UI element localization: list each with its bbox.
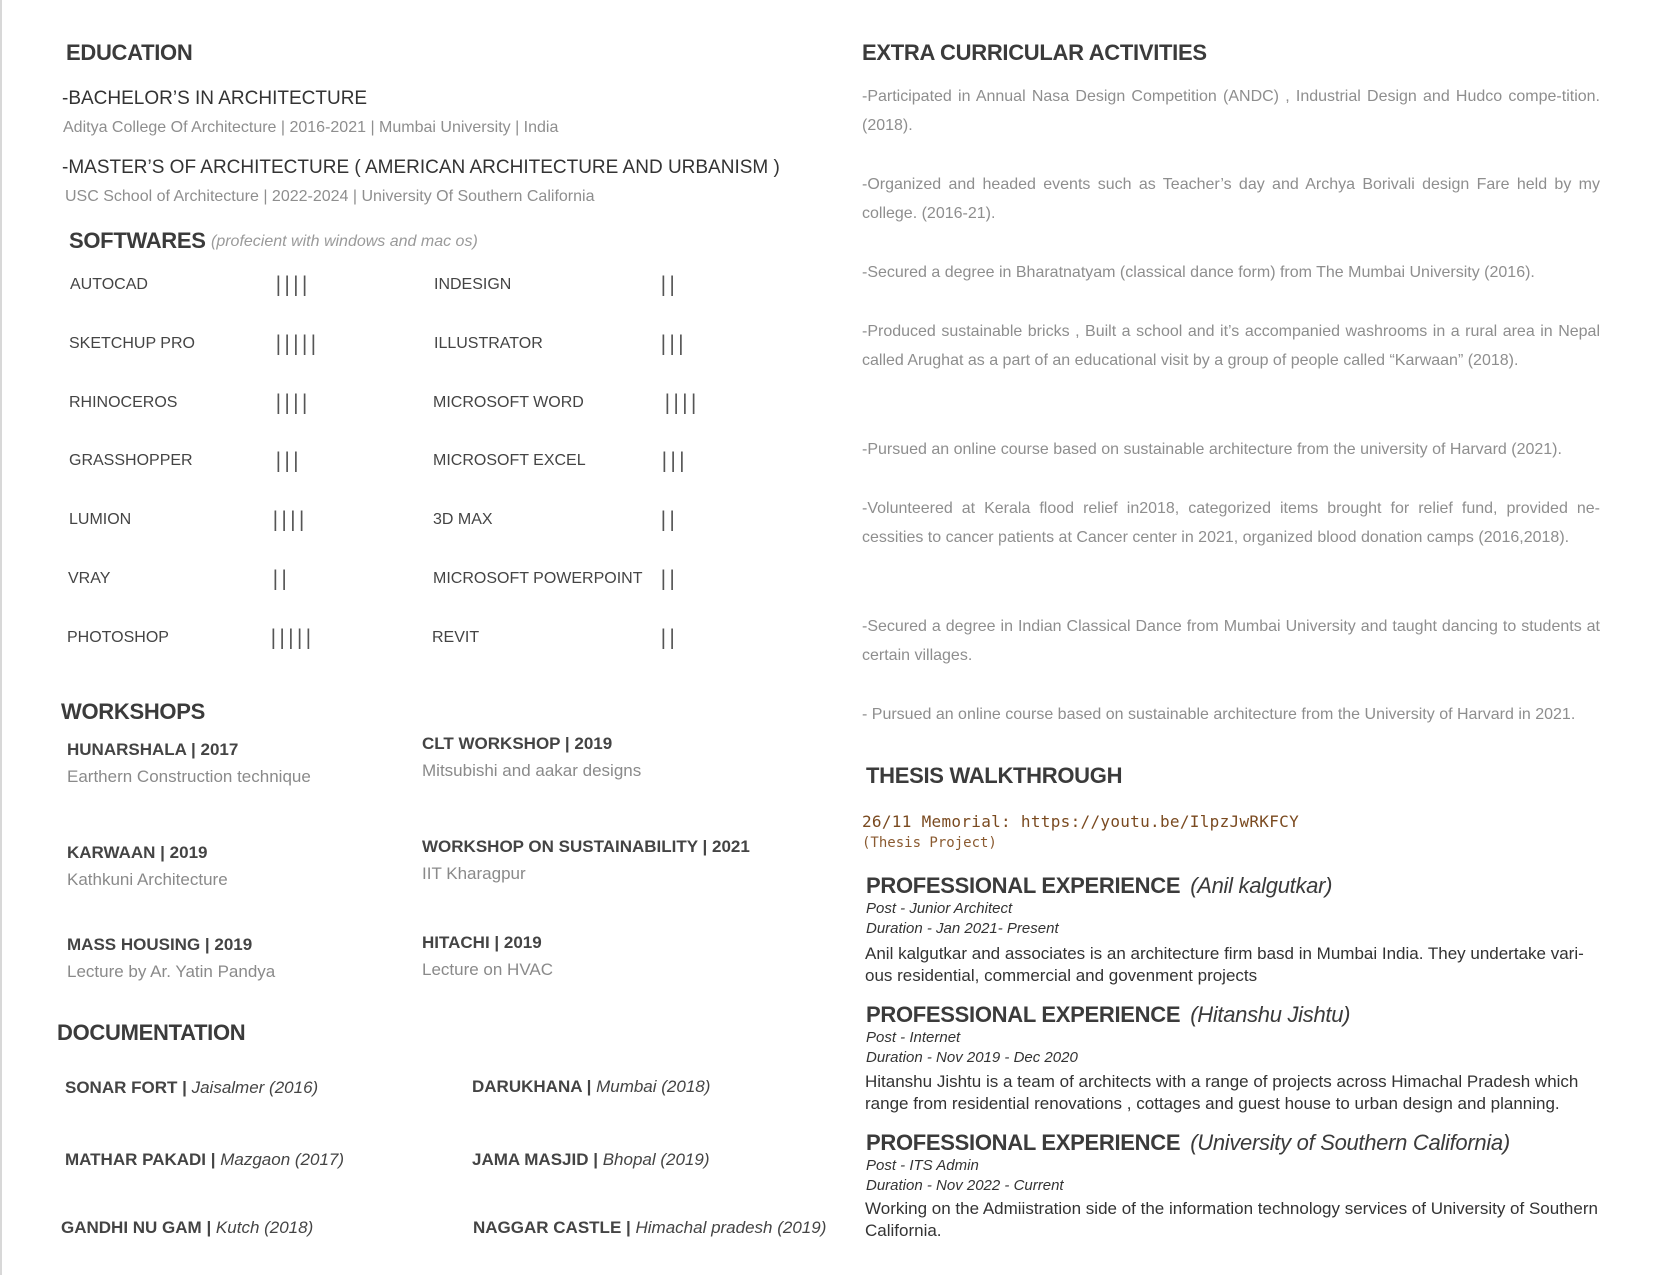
software-name: PHOTOSHOP bbox=[67, 629, 169, 646]
workshop-title: MASS HOUSING | 2019 bbox=[67, 935, 253, 954]
software-name: 3D MAX bbox=[433, 511, 493, 528]
skill-level-bars: ||| bbox=[275, 448, 302, 472]
workshop-title: KARWAAN | 2019 bbox=[67, 843, 208, 862]
software-name: MICROSOFT WORD bbox=[433, 394, 584, 411]
skill-level-bars: |||| bbox=[275, 390, 310, 414]
experience-heading: PROFESSIONAL EXPERIENCE (Anil kalgutkar) bbox=[866, 873, 1333, 898]
documentation-location: Jaisalmer (2016) bbox=[191, 1078, 319, 1097]
education-heading: EDUCATION bbox=[66, 40, 193, 65]
skill-level-bars: ||||| bbox=[275, 331, 319, 355]
software-name: MICROSOFT POWERPOINT bbox=[433, 570, 643, 587]
software-name: GRASSHOPPER bbox=[69, 452, 193, 469]
master-degree-title: -MASTER’S OF ARCHITECTURE ( AMERICAN ARCHITECTURE AND URBANISM ) bbox=[62, 157, 780, 178]
experience-firm: (Anil kalgutkar) bbox=[1190, 873, 1333, 898]
experience-firm: (University of Southern California) bbox=[1190, 1130, 1510, 1155]
softwares-note: (profecient with windows and mac os) bbox=[211, 233, 478, 250]
skill-level-bars: || bbox=[660, 272, 678, 296]
workshop-subtitle: Lecture by Ar. Yatin Pandya bbox=[67, 962, 276, 981]
thesis-note: (Thesis Project) bbox=[862, 835, 997, 851]
documentation-location: Bhopal (2019) bbox=[602, 1150, 710, 1169]
software-name: ILLUSTRATOR bbox=[434, 335, 543, 352]
workshop-title: WORKSHOP ON SUSTAINABILITY | 2021 bbox=[422, 837, 750, 856]
documentation-item: SONAR FORT | Jaisalmer (2016) bbox=[65, 1078, 319, 1097]
documentation-location: Mumbai (2018) bbox=[596, 1077, 711, 1096]
activity-item: -Secured a degree in Bharatnatyam (classical dance form) from The Mumbai University (2016). bbox=[862, 264, 1535, 281]
software-name: SKETCHUP PRO bbox=[69, 335, 195, 352]
softwares-heading: SOFTWARES bbox=[69, 228, 206, 253]
software-name: AUTOCAD bbox=[70, 276, 148, 293]
experience-post: Post - ITS Admin bbox=[866, 1157, 979, 1174]
page-edge bbox=[0, 0, 2, 1275]
software-name: INDESIGN bbox=[434, 276, 512, 293]
activity-item: -Organized and headed events such as Teacher’s day and Archya Borivali design Fare held by my college. (2016-21). bbox=[862, 176, 1600, 222]
bachelor-degree-title: -BACHELOR’S IN ARCHITECTURE bbox=[62, 88, 368, 109]
experience-description: Working on the Admiistration side of the information technology services of University of Southern California. bbox=[865, 1199, 1598, 1240]
activity-item: -Secured a degree in Indian Classical Dance from Mumbai University and taught dancing to students at certain villages. bbox=[862, 618, 1600, 664]
experience-firm: (Hitanshu Jishtu) bbox=[1190, 1002, 1351, 1027]
skill-level-bars: || bbox=[272, 566, 290, 590]
documentation-location: Himachal pradesh (2019) bbox=[635, 1218, 827, 1237]
skill-level-bars: || bbox=[660, 507, 678, 531]
software-name: MICROSOFT EXCEL bbox=[433, 452, 586, 469]
documentation-item: MATHAR PAKADI | Mazgaon (2017) bbox=[65, 1150, 345, 1169]
workshop-subtitle: Earthern Construction technique bbox=[67, 767, 311, 786]
experience-post: Post - Junior Architect bbox=[866, 900, 1013, 917]
workshop-title: HITACHI | 2019 bbox=[422, 933, 542, 952]
skill-level-bars: ||||| bbox=[270, 625, 314, 649]
workshop-subtitle: Lecture on HVAC bbox=[422, 960, 554, 979]
activity-item: -Participated in Annual Nasa Design Competition (ANDC) , Industrial Design and Hudco compe-tition. (2018). bbox=[862, 88, 1600, 134]
skill-level-bars: |||| bbox=[275, 272, 310, 296]
workshops-heading: WORKSHOPS bbox=[61, 699, 205, 724]
skill-level-bars: |||| bbox=[272, 507, 307, 531]
skill-level-bars: ||| bbox=[660, 331, 687, 355]
bachelor-degree-detail: Aditya College Of Architecture | 2016-2021 | Mumbai University | India bbox=[63, 119, 559, 136]
documentation-location: Kutch (2018) bbox=[215, 1218, 314, 1237]
workshop-title: HUNARSHALA | 2017 bbox=[67, 740, 239, 759]
documentation-item: NAGGAR CASTLE | Himachal pradesh (2019) bbox=[473, 1218, 827, 1237]
experience-heading: PROFESSIONAL EXPERIENCE (University of Southern California) bbox=[866, 1130, 1510, 1155]
activity-item: -Pursued an online course based on sustainable architecture from the university of Harvard (2021). bbox=[862, 441, 1562, 458]
workshop-title: CLT WORKSHOP | 2019 bbox=[422, 734, 613, 753]
workshop-subtitle: IIT Kharagpur bbox=[422, 864, 526, 883]
skill-level-bars: |||| bbox=[664, 390, 699, 414]
documentation-item: GANDHI NU GAM | Kutch (2018) bbox=[61, 1218, 314, 1237]
software-name: VRAY bbox=[68, 570, 111, 587]
workshop-subtitle: Mitsubishi and aakar designs bbox=[422, 761, 642, 780]
skill-level-bars: || bbox=[660, 625, 678, 649]
experience-heading: PROFESSIONAL EXPERIENCE (Hitanshu Jishtu) bbox=[866, 1002, 1351, 1027]
activity-item: - Pursued an online course based on sustainable architecture from the University of Harvard in 2021. bbox=[862, 706, 1576, 723]
skill-level-bars: || bbox=[660, 566, 678, 590]
experience-description: Anil kalgutkar and associates is an architecture firm basd in Mumbai India. They undertake vari-ous residential, commercial and govenment projects bbox=[865, 944, 1584, 985]
experience-post: Post - Internet bbox=[866, 1029, 961, 1046]
documentation-heading: DOCUMENTATION bbox=[57, 1020, 246, 1045]
experience-description: Hitanshu Jishtu is a team of architects with a range of projects across Himachal Pradesh which range from residential renovations , cottages and guest house to urban design and planning. bbox=[865, 1072, 1579, 1113]
thesis-link[interactable]: 26/11 Memorial: https://youtu.be/IlpzJwRKFCY bbox=[862, 812, 1300, 831]
experience-duration: Duration - Nov 2022 - Current bbox=[866, 1177, 1064, 1194]
workshop-subtitle: Kathkuni Architecture bbox=[67, 870, 228, 889]
master-degree-detail: USC School of Architecture | 2022-2024 | University Of Southern California bbox=[65, 188, 595, 205]
software-name: RHINOCEROS bbox=[69, 394, 178, 411]
thesis-heading: THESIS WALKTHROUGH bbox=[866, 763, 1123, 788]
documentation-item: JAMA MASJID | Bhopal (2019) bbox=[472, 1150, 710, 1169]
activity-item: -Volunteered at Kerala flood relief in2018, categorized items brought for relief fund, provided ne-cessities to cancer patients at Cancer center in 2021, organized blood donation camps (2016,2018). bbox=[862, 500, 1600, 546]
software-name: LUMION bbox=[69, 511, 132, 528]
skill-level-bars: ||| bbox=[661, 448, 688, 472]
extracurricular-heading: EXTRA CURRICULAR ACTIVITIES bbox=[862, 40, 1207, 65]
experience-duration: Duration - Jan 2021- Present bbox=[866, 920, 1059, 937]
experience-duration: Duration - Nov 2019 - Dec 2020 bbox=[866, 1049, 1078, 1066]
documentation-item: DARUKHANA | Mumbai (2018) bbox=[472, 1077, 711, 1096]
software-name: REVIT bbox=[432, 629, 480, 646]
documentation-location: Mazgaon (2017) bbox=[220, 1150, 345, 1169]
activity-item: -Produced sustainable bricks , Built a school and it’s accompanied washrooms in a rural area in Nepal called Arughat as a part of an educational visit by a group of people called “Karwaan” (2018). bbox=[862, 323, 1600, 369]
